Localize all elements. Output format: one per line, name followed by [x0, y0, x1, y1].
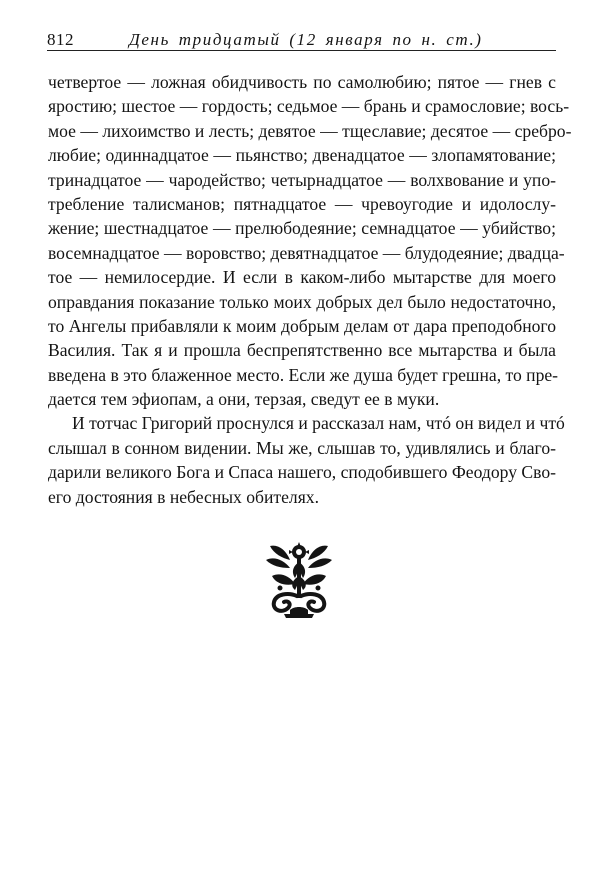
text-line: введена в это блаженное место. Если же душа будет грешна, то пре- — [48, 364, 559, 385]
paragraph-1 — [48, 70, 572, 411]
text-line: Василия. Так я и прошла беспрепятственно все мытарства и была — [48, 340, 556, 361]
text-line: И тотчас Григорий проснулся и рассказал нам, чтó он видел и чтó — [72, 413, 565, 434]
text-line: яростию; шестое — гордость; седьмое — брань и срамословие; вось- — [48, 96, 570, 117]
text-line: тринадцатое — чародейство; четырнадцатое — волхвование и упо- — [48, 169, 556, 190]
floral-ornament-icon — [262, 540, 336, 618]
text-body — [48, 70, 572, 509]
text-line: требление талисманов; пятнадцатое — чревоугодие и идолослу- — [48, 193, 556, 214]
text-line: тое — немилосердие. И если в каком-либо мытарстве для моего — [48, 267, 556, 288]
text-line: четвертое — ложная обидчивость по самолюбию; пятое — гнев с — [48, 72, 556, 92]
paragraph-2 — [48, 411, 565, 509]
text-line: дарили великого Бога и Спаса нашего, сподобившего Феодору Сво- — [48, 462, 556, 483]
text-line: то Ангелы прибавляли к моим добрым делам от дара преподобного — [48, 315, 556, 336]
text-line: восемнадцатое — воровство; девятнадцатое — блудодеяние; двадца- — [48, 242, 565, 263]
text-line: слышал в сонном видении. Мы же, слышав то, удивлялись и благо- — [48, 437, 556, 458]
text-line: его достояния в небесных обителях. — [48, 486, 319, 507]
text-line: любие; одиннадцатое — пьянство; двенадцатое — злопамятование; — [48, 145, 556, 166]
page-header — [47, 28, 556, 51]
text-line: дается тем эфиопам, а они, терзая, сведут ее в муки. — [48, 389, 440, 410]
running-title: День тридцатый (12 января по н. ст.) — [129, 30, 483, 49]
text-line: мое — лихоимство и лесть; девятое — тщеславие; десятое — сребро- — [48, 120, 572, 141]
text-line: жение; шестнадцатое — прелюбодеяние; семнадцатое — убийство; — [48, 218, 556, 239]
page-number: 812 — [47, 30, 74, 49]
text-line: оправдания показание только моих добрых дел было недостаточно, — [48, 291, 556, 312]
